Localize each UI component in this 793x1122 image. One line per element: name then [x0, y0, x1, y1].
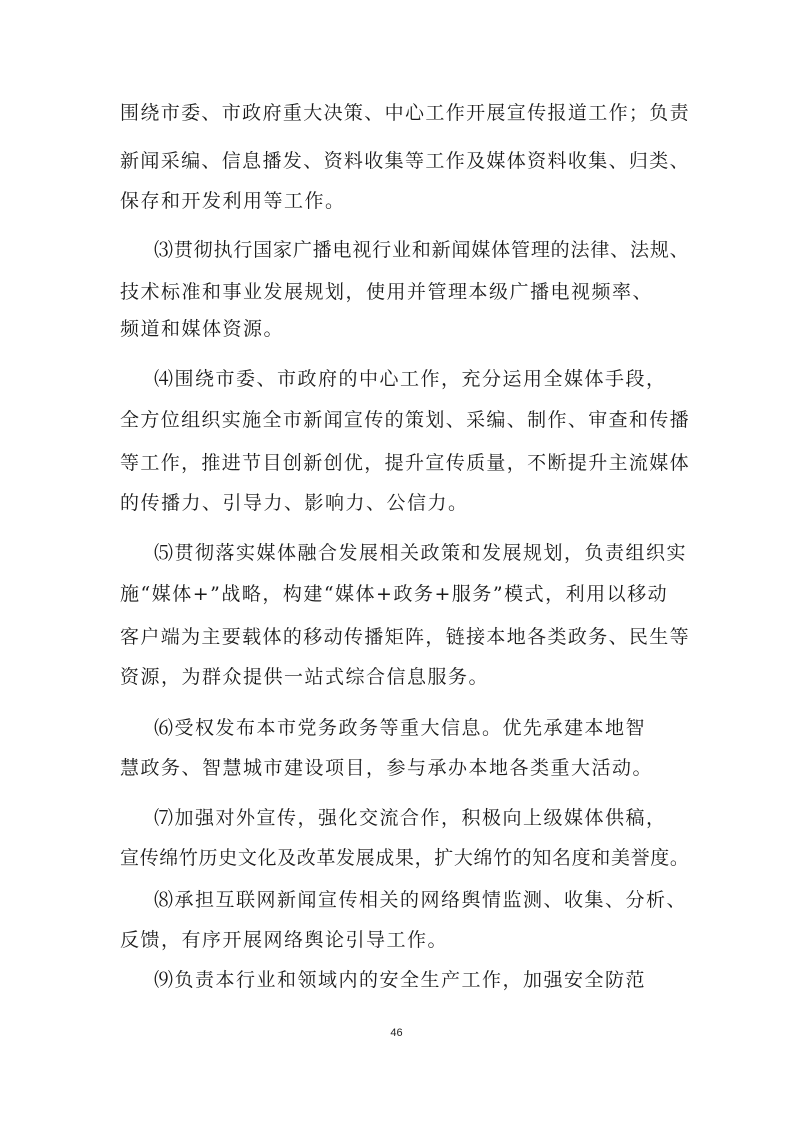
- text-line: ⑸贯彻落实媒体融合发展相关政策和发展规划，负责组织实: [154, 542, 688, 564]
- text-line: 反馈，有序开展网络舆论引导工作。: [120, 929, 449, 951]
- text-line: 慧政务、智慧城市建设项目，参与承办本地各类重大活动。: [120, 757, 654, 779]
- text-line: 保存和开发利用等工作。: [120, 190, 346, 212]
- text-line: 等工作，推进节目创新创优，提升宣传质量，不断提升主流媒体: [120, 452, 691, 474]
- text-line: ⑹受权发布本市党务政务等重大信息。优先承建本地智: [154, 717, 647, 739]
- text-line: 施“媒体+”战略，构建“媒体+政务+服务”模式，利用以移动: [120, 583, 669, 605]
- text-line: 围绕市委、市政府重大决策、中心工作开展宣传报道工作；负责: [120, 102, 691, 124]
- text-line: 资源，为群众提供一站式综合信息服务。: [120, 666, 490, 688]
- text-line: 技术标准和事业发展规划，使用并管理本级广播电视频率、: [120, 281, 654, 303]
- text-line: ⑼负责本行业和领域内的安全生产工作，加强安全防范: [154, 969, 647, 991]
- text-line: 频道和媒体资源。: [120, 318, 285, 340]
- text-line: 新闻采编、信息播发、资料收集等工作及媒体资料收集、归类、: [120, 150, 691, 172]
- text-line: 全方位组织实施全市新闻宣传的策划、采编、制作、审查和传播: [120, 409, 691, 431]
- text-line: ⑻承担互联网新闻宣传相关的网络舆情监测、收集、分析、: [154, 889, 688, 911]
- page-number: 46: [390, 1027, 403, 1039]
- text-line: 的传播力、引导力、影响力、公信力。: [120, 492, 469, 514]
- text-line: ⑶贯彻执行国家广播电视行业和新闻媒体管理的法律、法规、: [154, 239, 690, 261]
- text-line: 客户端为主要载体的移动传播矩阵，链接本地各类政务、民生等: [120, 626, 691, 648]
- text-line: ⑺加强对外宣传，强化交流合作，积极向上级媒体供稿，: [154, 807, 667, 829]
- text-line: ⑷围绕市委、市政府的中心工作，充分运用全媒体手段，: [154, 368, 667, 390]
- text-line: 宣传绵竹历史文化及改革发展成果，扩大绵竹的知名度和美誉度。: [120, 847, 690, 869]
